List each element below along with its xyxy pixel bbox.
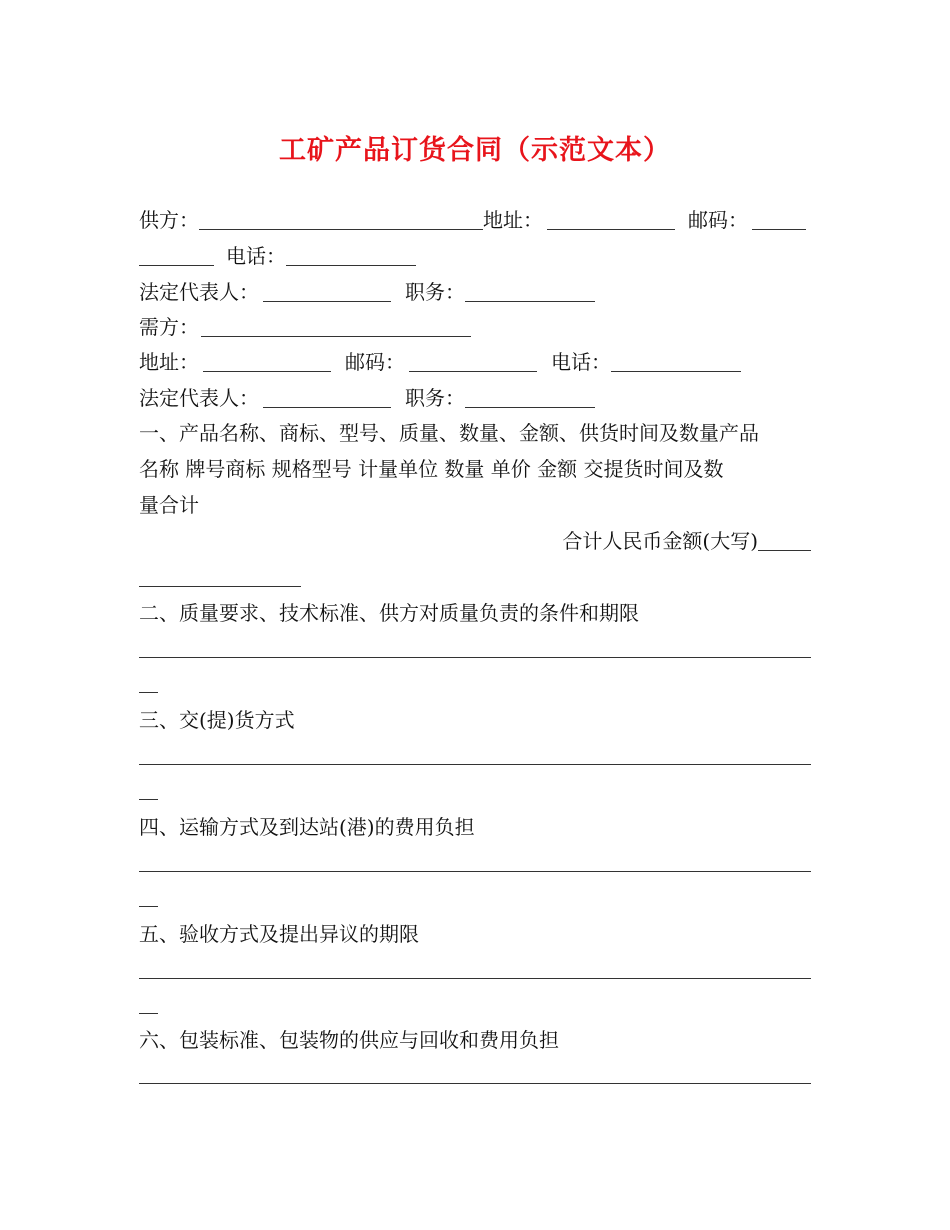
buyer-postcode-label: 邮码：	[345, 350, 405, 374]
section-5-heading: 五、验收方式及提出异议的期限	[139, 922, 419, 946]
total-amount-line	[562, 527, 811, 555]
supplier-address-field[interactable]	[547, 209, 675, 230]
document-title: 工矿产品订货合同（示范文本）	[279, 135, 671, 166]
supplier-postcode-field-continued[interactable]	[139, 245, 214, 266]
supplier-rep-field[interactable]	[263, 281, 391, 302]
buyer-line	[139, 313, 471, 341]
section-4-answer-line-end	[139, 906, 158, 907]
section-1-columns: 名称 牌号商标 规格型号 计量单位 数量 单价 金额 交提货时间及数	[139, 457, 724, 481]
buyer-rep-field[interactable]	[263, 387, 391, 408]
section-6-answer-line[interactable]	[139, 1083, 811, 1084]
section-6-heading: 六、包装标准、包装物的供应与回收和费用负担	[139, 1028, 559, 1052]
buyer-phone-field[interactable]	[611, 351, 741, 372]
supplier-rep-label: 法定代表人：	[139, 280, 259, 304]
supplier-postcode-field[interactable]	[752, 209, 806, 230]
total-amount-label: 合计人民币金额(大写)	[562, 529, 758, 553]
section-2-answer-line-end	[139, 692, 158, 693]
supplier-line	[139, 206, 806, 234]
section-3-answer-line-end	[139, 799, 158, 800]
section-1-heading: 一、产品名称、商标、型号、质量、数量、金额、供货时间及数量产品	[139, 421, 759, 445]
section-5-answer-line[interactable]	[139, 978, 811, 979]
buyer-name-field[interactable]	[201, 316, 471, 337]
total-amount-field[interactable]	[758, 530, 811, 551]
supplier-line-2	[139, 242, 416, 270]
section-2-answer-line[interactable]	[139, 657, 811, 658]
section-4-answer-line[interactable]	[139, 871, 811, 872]
total-amount-field-continued[interactable]	[139, 566, 301, 587]
buyer-position-label: 职务：	[405, 386, 465, 410]
supplier-rep-line	[139, 278, 595, 306]
buyer-rep-label: 法定代表人：	[139, 386, 259, 410]
supplier-phone-label: 电话：	[226, 244, 286, 268]
supplier-address-label: 地址：	[483, 208, 543, 232]
supplier-position-label: 职务：	[405, 280, 465, 304]
supplier-position-field[interactable]	[465, 281, 595, 302]
section-3-heading: 三、交(提)货方式	[139, 708, 295, 732]
supplier-postcode-label: 邮码：	[688, 208, 748, 232]
section-3-answer-line[interactable]	[139, 764, 811, 765]
buyer-address-field[interactable]	[203, 351, 331, 372]
section-5-answer-line-end	[139, 1013, 158, 1014]
section-1-total-row: 量合计	[139, 493, 199, 517]
supplier-name-field[interactable]	[199, 209, 483, 230]
buyer-rep-line	[139, 384, 595, 412]
buyer-postcode-field[interactable]	[409, 351, 537, 372]
section-2-heading: 二、质量要求、技术标准、供方对质量负责的条件和期限	[139, 601, 639, 625]
buyer-address-label: 地址：	[139, 350, 199, 374]
buyer-position-field[interactable]	[465, 387, 595, 408]
supplier-phone-field[interactable]	[286, 245, 416, 266]
buyer-address-line	[139, 348, 741, 376]
supplier-label: 供方：	[139, 208, 199, 232]
buyer-label: 需方：	[139, 315, 199, 339]
buyer-phone-label: 电话：	[551, 350, 611, 374]
section-4-heading: 四、运输方式及到达站(港)的费用负担	[139, 815, 475, 839]
